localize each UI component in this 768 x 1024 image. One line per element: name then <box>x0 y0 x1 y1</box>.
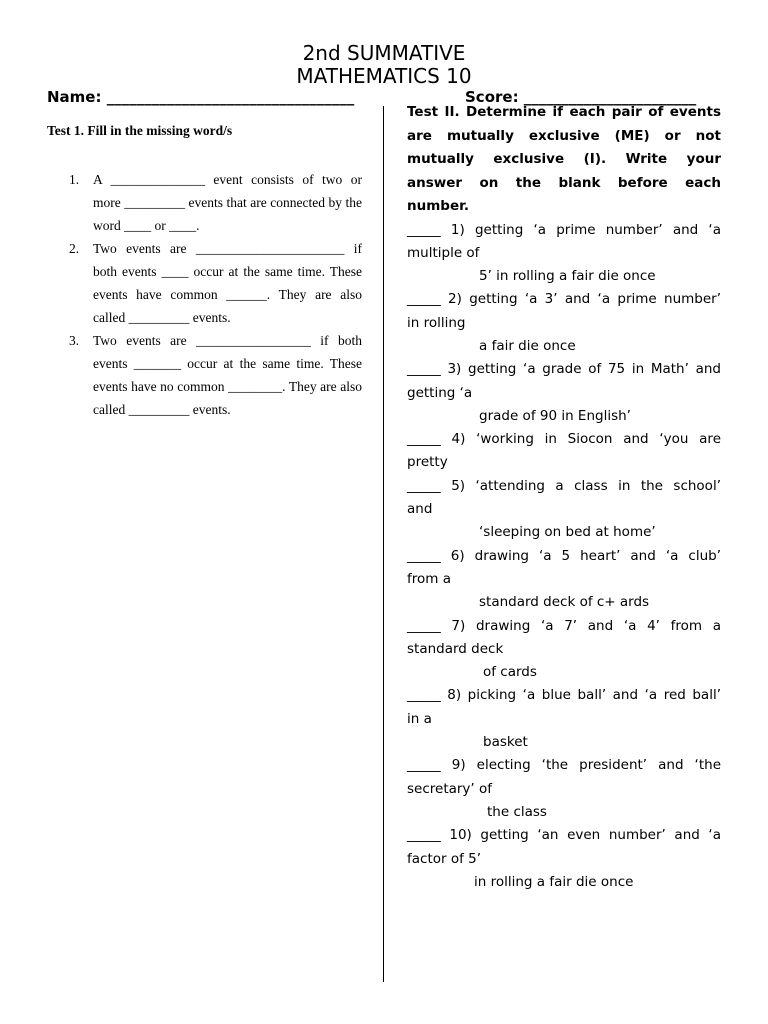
item-text: Two events are _________________ if both events _______ occur at the same time. These events have no common ________. They are also called _________ events. <box>93 333 362 417</box>
test2-item-line: _____ 5) ‘attending a class in the school’ <box>407 477 721 494</box>
item-text: Two events are ______________________ if both events ____ occur at the same time. These events have common ______. They are also called _________ events. <box>93 241 362 325</box>
test2-item-line: _____ 2) getting ‘a 3’ and ‘a prime number’ <box>407 291 721 308</box>
test2-item <box>407 475 721 545</box>
test2-item <box>407 288 721 358</box>
test2-list <box>407 219 721 895</box>
test2-item-line: _____ 8) picking ‘a blue ball’ and ‘a red ball’ <box>407 687 721 704</box>
test2-item <box>407 545 721 615</box>
name-field: Name: _________________________________ <box>47 88 355 106</box>
test1-item <box>47 237 362 329</box>
test2-item-line: _____ 9) electing ‘the president’ and ‘the <box>407 757 721 774</box>
test1-item <box>47 329 362 421</box>
test2-item-line: in rolling a fair die once <box>474 873 634 890</box>
item-number: 2. <box>69 241 80 256</box>
item-number: 3. <box>69 333 80 348</box>
test2-item <box>407 684 721 754</box>
test1-section <box>47 122 362 421</box>
test2-item <box>407 824 721 894</box>
item-number: 1. <box>69 172 80 187</box>
test2-item-line: _____ 7) drawing ‘a 7’ and ‘a 4’ from a <box>407 617 721 634</box>
test2-item-line: standard deck of c+ ards <box>479 594 650 611</box>
column-divider <box>383 106 384 982</box>
test1-item <box>47 168 362 237</box>
test2-item-line: factor of 5’ <box>407 850 482 867</box>
test2-item-line: multiple of <box>407 244 480 261</box>
title-line-1: 2nd SUMMATIVE <box>302 41 466 65</box>
test2-item-line: _____ 3) getting ‘a grade of 75 in Math’ and <box>407 361 721 378</box>
test2-item-line: 5’ in rolling a fair die once <box>479 268 656 285</box>
test2-item-line: and <box>407 501 433 518</box>
test2-item <box>407 428 721 475</box>
test2-item <box>407 615 721 685</box>
test1-heading: Test 1. Fill in the missing word/s <box>47 123 233 138</box>
test2-item-line: pretty <box>407 454 448 471</box>
test2-item <box>407 754 721 824</box>
test2-item-line: _____ 4) ‘working in Siocon and ‘you are <box>407 431 721 448</box>
title-line-2: MATHEMATICS 10 <box>296 64 472 88</box>
test2-section <box>407 101 721 894</box>
test2-item-line: from a <box>407 570 451 587</box>
test2-item <box>407 358 721 428</box>
test2-item-line: in a <box>407 710 432 727</box>
item-text: A ______________ event consists of two or more _________ events that are connected by the word ____ or ____. <box>93 172 362 233</box>
test2-item-line: standard deck <box>407 640 504 657</box>
test2-instruction: Test II. Determine if each pair of events are mutually exclusive (ME) or not mutually exclusive (I). Write your answer on the blank before each number. <box>407 104 721 214</box>
test2-item-line: in rolling <box>407 314 466 331</box>
test2-item-line: the class <box>487 803 547 820</box>
test2-item-line: secretary’ of <box>407 780 493 797</box>
test2-item-line: a fair die once <box>479 337 576 354</box>
test1-list <box>47 168 362 421</box>
score-field: Score: _______________________ <box>465 88 697 106</box>
test2-item-line: _____ 10) getting ‘an even number’ and ‘a <box>407 827 721 844</box>
test2-item-line: basket <box>483 734 528 751</box>
test2-item-line: getting ‘a <box>407 384 473 401</box>
test2-item <box>407 219 721 289</box>
test2-item-line: of cards <box>483 664 537 681</box>
test2-item-line: _____ 1) getting ‘a prime number’ and ‘a <box>407 221 721 238</box>
test2-item-line: grade of 90 in English’ <box>479 407 631 424</box>
test2-item-line: _____ 6) drawing ‘a 5 heart’ and ‘a club’ <box>407 547 721 564</box>
test2-item-line: ‘sleeping on bed at home’ <box>479 524 656 541</box>
